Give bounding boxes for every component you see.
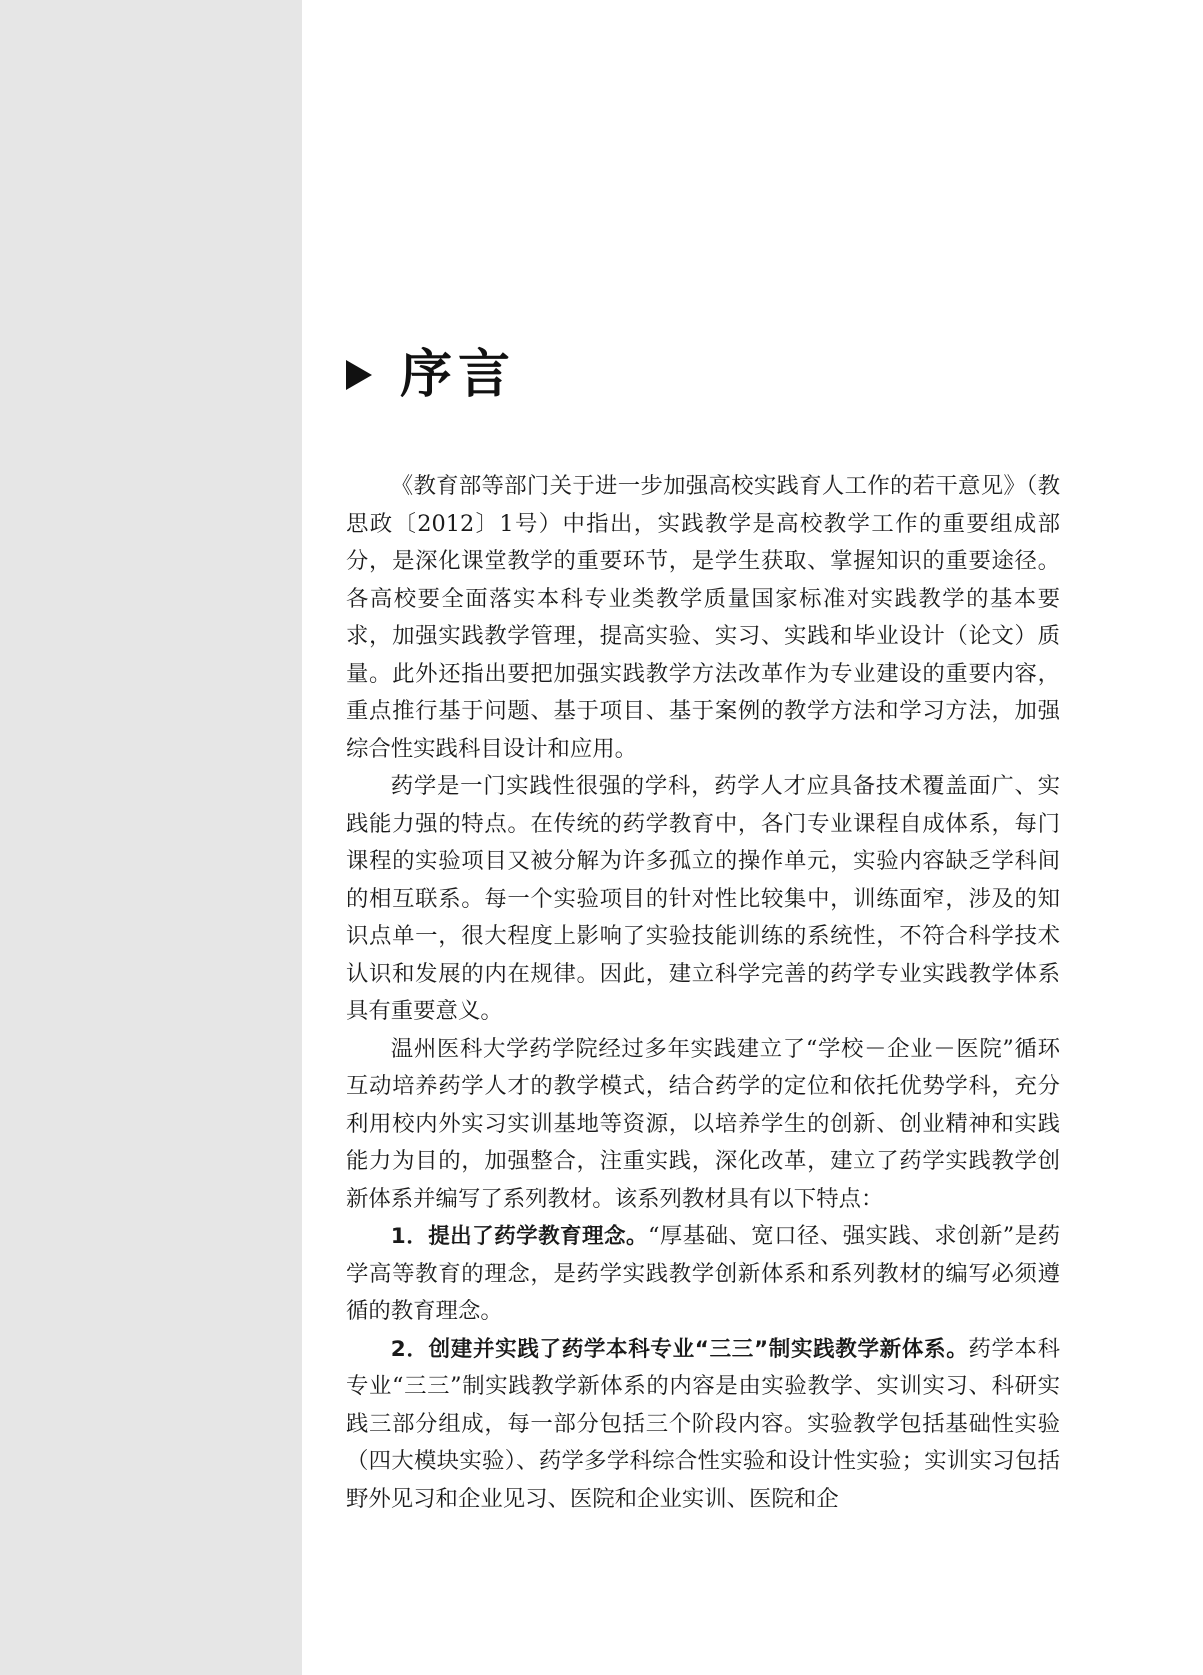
paragraph-text: 温州医科大学药学院经过多年实践建立了“学校－企业－医院”循环互动培养药学人才的教学模式，结合药学的定位和依托优势学科，充分利用校内外实习实训基地等资源，以培养学生的创新、创业精神和实践能力为目的，加强整合，注重实践，深化改革，建立了药学实践教学创新体系并编写了系列教材。该系列教材具有以下特点：: [346, 1035, 1060, 1212]
paragraph: [346, 768, 1060, 1031]
paragraph: [346, 1218, 1060, 1331]
paragraph-lead: 1．提出了药学教育理念。: [390, 1224, 648, 1249]
paragraph-text: “厚基础、宽口径、强实践、求创新”是药学高等教育的理念，是药学实践教学创新体系和系列教材的编写必须遵循的教育理念。: [346, 1223, 1060, 1324]
paragraph: [346, 1031, 1060, 1219]
paragraph-text: 《教育部等部门关于进一步加强高校实践育人工作的若干意见》（教思政〔2012〕1号）中指出，实践教学是高校教学工作的重要组成部分，是深化课堂教学的重要环节，是学生获取、掌握知识的重要途径。各高校要全面落实本科专业类教学质量国家标准对实践教学的基本要求，加强实践教学管理，提高实验、实习、实践和毕业设计（论文）质量。此外还指出要把加强实践教学方法改革作为专业建设的重要内容，重点推行基于问题、基于项目、基于案例的教学方法和学习方法，加强综合性实践科目设计和应用。: [346, 473, 1060, 762]
section-heading: [346, 340, 516, 410]
section-title: 序言: [400, 344, 517, 405]
paragraph: [346, 468, 1060, 768]
page-side-band: [0, 0, 302, 1675]
paragraph-text: 药学是一门实践性很强的学科，药学人才应具备技术覆盖面广、实践能力强的特点。在传统的药学教育中，各门专业课程自成体系，每门课程的实验项目又被分解为许多孤立的操作单元，实验内容缺乏学科间的相互联系。每一个实验项目的针对性比较集中，训练面窄，涉及的知识点单一，很大程度上影响了实验技能训练的系统性，不符合科学技术认识和发展的内在规律。因此，建立科学完善的药学专业实践教学体系具有重要意义。: [346, 773, 1060, 1024]
body-text: [346, 468, 1060, 1518]
paragraph: [346, 1331, 1060, 1519]
paragraph-lead: 2．创建并实践了药学本科专业“三三”制实践教学新体系。: [390, 1336, 969, 1362]
triangle-bullet-icon: [346, 360, 372, 390]
paragraph-text: 药学本科专业“三三”制实践教学新体系的内容是由实验教学、实训实习、科研实践三部分组成，每一部分包括三个阶段内容。实验教学包括基础性实验（四大模块实验）、药学多学科综合性实验和设计性实验；实训实习包括野外见习和企业见习、医院和企业实训、医院和企: [346, 1335, 1060, 1512]
